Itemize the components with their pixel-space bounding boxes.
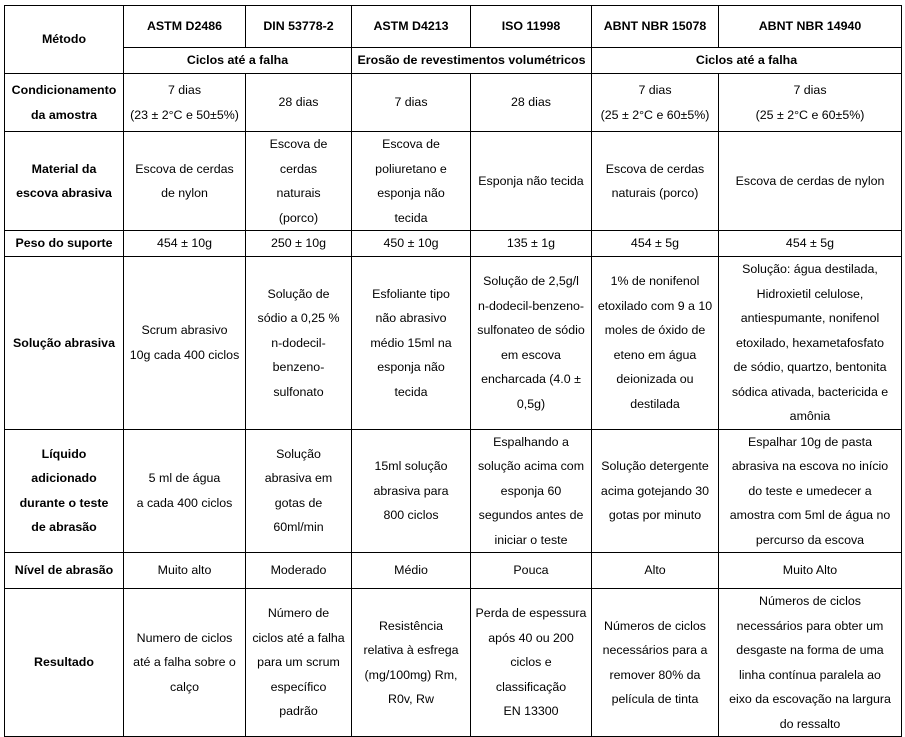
table-cell: Escova de cerdas naturais (porco) bbox=[592, 132, 719, 231]
row-label: Solução abrasiva bbox=[5, 257, 124, 430]
row-label: Material da escova abrasiva bbox=[5, 132, 124, 231]
table-cell: Esponja não tecida bbox=[471, 132, 592, 231]
table-row bbox=[5, 257, 902, 430]
table-cell: Escova de cerdas de nylon bbox=[719, 132, 902, 231]
group-row bbox=[5, 48, 902, 74]
table-cell: Perda de espessura após 40 ou 200 ciclos e classificação EN 13300 bbox=[471, 589, 592, 737]
table-cell: Escova de poliuretano e esponja não tecida bbox=[352, 132, 471, 231]
table-cell: 28 dias bbox=[471, 74, 592, 132]
table-cell: 1% de nonifenol etoxilado com 9 a 10 moles de óxido de eteno em água deionizada ou destilada bbox=[592, 257, 719, 430]
row-label: Nível de abrasão bbox=[5, 553, 124, 589]
table-cell: 7 dias (25 ± 2°C e 60±5%) bbox=[592, 74, 719, 132]
table-cell: Escova de cerdas naturais (porco) bbox=[246, 132, 352, 231]
table-cell: Numero de ciclos até a falha sobre o calço bbox=[124, 589, 246, 737]
table-cell: 454 ± 10g bbox=[124, 231, 246, 257]
table-cell: Solução detergente acima gotejando 30 gotas por minuto bbox=[592, 429, 719, 553]
table-cell: 15ml solução abrasiva para 800 ciclos bbox=[352, 429, 471, 553]
table-cell: Esfoliante tipo não abrasivo médio 15ml na esponja não tecida bbox=[352, 257, 471, 430]
table-cell: Moderado bbox=[246, 553, 352, 589]
method-header-cell: ASTM D2486 bbox=[124, 6, 246, 48]
table-cell: Solução: água destilada, Hidroxietil celulose, antiespumante, nonifenol etoxilado, hexametafosfato de sódio, quartzo, bentonita sódica ativada, bactericida e amônia bbox=[719, 257, 902, 430]
group-header: Erosão de revestimentos volumétricos bbox=[352, 48, 592, 74]
method-header-cell: DIN 53778-2 bbox=[246, 6, 352, 48]
table-row bbox=[5, 231, 902, 257]
table-row bbox=[5, 132, 902, 231]
table-cell: Número de ciclos até a falha para um scrum específico padrão bbox=[246, 589, 352, 737]
table-cell: Scrum abrasivo 10g cada 400 ciclos bbox=[124, 257, 246, 430]
table-cell: 7 dias (25 ± 2°C e 60±5%) bbox=[719, 74, 902, 132]
table-cell: Resistência relativa à esfrega (mg/100mg) Rm, R0v, Rw bbox=[352, 589, 471, 737]
table-cell: Pouca bbox=[471, 553, 592, 589]
table-cell: 454 ± 5g bbox=[592, 231, 719, 257]
table-cell: Muito alto bbox=[124, 553, 246, 589]
table-cell: Números de ciclos necessários para obter um desgaste na forma de uma linha contínua paralela ao eixo da escovação na largura do ressalto bbox=[719, 589, 902, 737]
row-label: Peso do suporte bbox=[5, 231, 124, 257]
table-cell: Solução de 2,5g/l n-dodecil-benzeno- sulfonateo de sódio em escova encharcada (4.0 ± 0,5g) bbox=[471, 257, 592, 430]
table-cell: 135 ± 1g bbox=[471, 231, 592, 257]
table-row bbox=[5, 429, 902, 553]
table-row bbox=[5, 589, 902, 737]
method-header-cell: ABNT NBR 14940 bbox=[719, 6, 902, 48]
table-cell: Médio bbox=[352, 553, 471, 589]
row-label: Líquido adicionado durante o teste de abrasão bbox=[5, 429, 124, 553]
table-cell: Números de ciclos necessários para a remover 80% da película de tinta bbox=[592, 589, 719, 737]
table-cell: 7 dias bbox=[352, 74, 471, 132]
table-cell: Solução de sódio a 0,25 % n-dodecil- benzeno- sulfonato bbox=[246, 257, 352, 430]
method-header-cell: ASTM D4213 bbox=[352, 6, 471, 48]
table-cell: Alto bbox=[592, 553, 719, 589]
table-cell: 7 dias (23 ± 2°C e 50±5%) bbox=[124, 74, 246, 132]
table-cell: 450 ± 10g bbox=[352, 231, 471, 257]
table-cell: 5 ml de água a cada 400 ciclos bbox=[124, 429, 246, 553]
method-header-cell: ABNT NBR 15078 bbox=[592, 6, 719, 48]
group-header: Ciclos até a falha bbox=[124, 48, 352, 74]
method-header: Método bbox=[5, 6, 124, 74]
table-cell: 250 ± 10g bbox=[246, 231, 352, 257]
table-cell: 28 dias bbox=[246, 74, 352, 132]
table-cell: 454 ± 5g bbox=[719, 231, 902, 257]
row-label: Resultado bbox=[5, 589, 124, 737]
table-body bbox=[5, 6, 902, 737]
table-cell: Espalhando a solução acima com esponja 60 segundos antes de iniciar o teste bbox=[471, 429, 592, 553]
table-cell: Solução abrasiva em gotas de 60ml/min bbox=[246, 429, 352, 553]
method-header-cell: ISO 11998 bbox=[471, 6, 592, 48]
comparison-table bbox=[4, 5, 902, 737]
table-cell: Espalhar 10g de pasta abrasiva na escova no início do teste e umedecer a amostra com 5ml de água no percurso da escova bbox=[719, 429, 902, 553]
table-row bbox=[5, 74, 902, 132]
group-header: Ciclos até a falha bbox=[592, 48, 902, 74]
table-cell: Muito Alto bbox=[719, 553, 902, 589]
row-label: Condicionamento da amostra bbox=[5, 74, 124, 132]
table-row bbox=[5, 553, 902, 589]
header-row bbox=[5, 6, 902, 48]
table-cell: Escova de cerdas de nylon bbox=[124, 132, 246, 231]
